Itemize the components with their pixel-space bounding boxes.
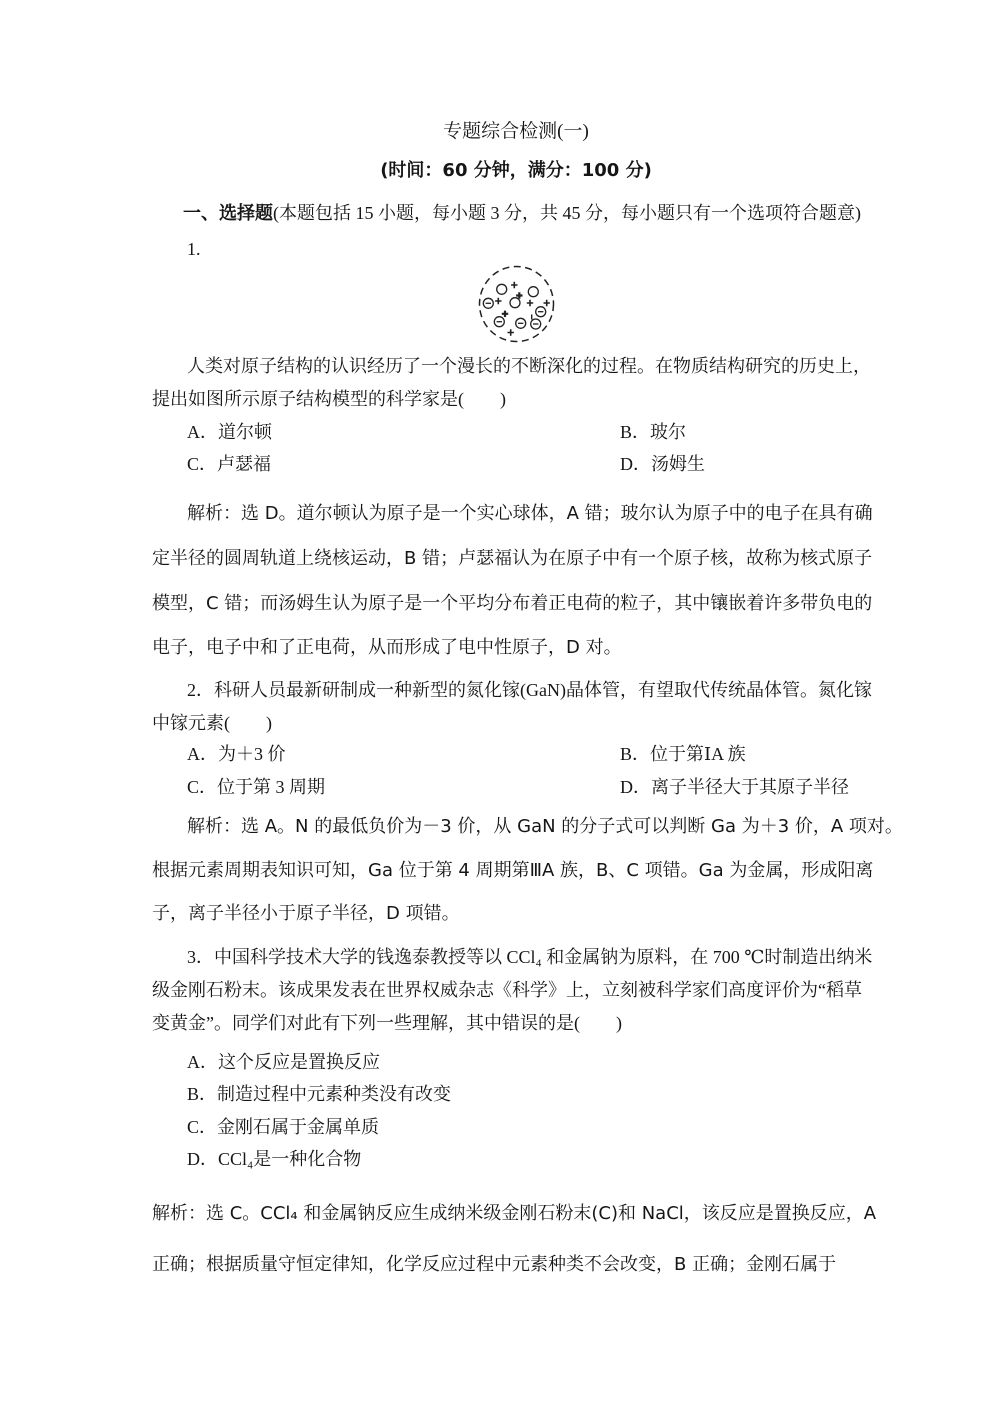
question-1-analysis-line: 解析：选 D。道尔顿认为原子是一个实心球体，A 错；玻尔认为原子中的电子在具有确 <box>187 503 873 524</box>
atom-model-figure <box>470 261 570 353</box>
question-3-stem-line: 3．中国科学技术大学的钱逸泰教授等以 CCl₄ 和金属钠为原料，在 700 ℃时制造出纳米 <box>187 947 873 967</box>
question-1-analysis-line: 电子，电子中和了正电荷，从而形成了电中性原子，D 对。 <box>152 637 622 658</box>
question-2-analysis-line: 根据元素周期表知识可知，Ga 位于第 4 周期第ⅢA 族，B、C 项错。Ga 为金属，形成阳离 <box>152 860 874 881</box>
page-title: 专题综合检测(一) <box>443 121 589 142</box>
question-1-analysis-line: 定半径的圆周轨道上绕核运动，B 错；卢瑟福认为在原子中有一个原子核，故称为核式原子 <box>152 548 873 569</box>
question-2-option-a: A．为＋3 价 <box>187 744 286 764</box>
question-1-option-d: D．汤姆生 <box>620 454 705 474</box>
question-2-stem-line: 中镓元素( ) <box>152 713 272 733</box>
question-3-option-d: D．CCl₄是一种化合物 <box>187 1149 362 1169</box>
question-3-option-c: C．金刚石属于金属单质 <box>187 1117 380 1137</box>
question-3-stem-line: 变黄金”。同学们对此有下列一些理解，其中错误的是( ) <box>152 1013 622 1033</box>
question-3-analysis-line: 正确；根据质量守恒定律知，化学反应过程中元素种类不会改变，B 正确；金刚石属于 <box>152 1254 837 1275</box>
section-heading-label: 一、选择题 <box>183 203 273 224</box>
question-2-option-d: D．离子半径大于其原子半径 <box>620 777 849 797</box>
question-1-analysis-line: 模型，C 错；而汤姆生认为原子是一个平均分布着正电荷的粒子，其中镶嵌着许多带负电的 <box>152 593 873 614</box>
atom-boundary-dashed-circle <box>480 267 554 342</box>
question-1-option-b: B．玻尔 <box>620 422 687 442</box>
exam-time-score-info: (时间：60 分钟，满分：100 分) <box>380 160 652 181</box>
question-2-analysis-line: 子，离子半径小于原子半径，D 项错。 <box>152 903 460 924</box>
section-heading-note: (本题包括 15 小题，每小题 3 分，共 45 分，每小题只有一个选项符合题意) <box>273 203 861 223</box>
question-2-option-c: C．位于第 3 周期 <box>187 777 326 797</box>
electron-particle-icons <box>483 298 545 329</box>
question-2-stem-line: 2．科研人员最新研制成一种新型的氮化镓(GaN)晶体管，有望取代传统晶体管。氮化镓 <box>187 680 872 700</box>
question-3-stem-line: 级金刚石粉末。该成果发表在世界权威杂志《科学》上，立刻被科学家们高度评价为“稻草 <box>152 980 862 1000</box>
question-1-number: 1. <box>187 239 201 259</box>
question-2-analysis-line: 解析：选 A。N 的最低负价为－3 价，从 GaN 的分子式可以判断 Ga 为＋3 价，A 项对。 <box>187 816 903 837</box>
question-1-stem-line: 提出如图所示原子结构模型的科学家是( ) <box>152 389 506 409</box>
section-heading <box>183 202 861 225</box>
question-2-option-b: B．位于第ⅠA 族 <box>620 744 746 764</box>
question-3-option-b: B．制造过程中元素种类没有改变 <box>187 1084 452 1104</box>
question-3-option-a: A．这个反应是置换反应 <box>187 1052 380 1072</box>
question-1-option-a: A．道尔顿 <box>187 422 272 442</box>
question-1-stem-line: 人类对原子结构的认识经历了一个漫长的不断深化的过程。在物质结构研究的历史上， <box>187 356 871 376</box>
question-3-analysis-line: 解析：选 C。CCl₄ 和金属钠反应生成纳米级金刚石粉末(C)和 NaCl，该反应是置换反应，A <box>152 1203 877 1224</box>
question-1-option-c: C．卢瑟福 <box>187 454 272 474</box>
